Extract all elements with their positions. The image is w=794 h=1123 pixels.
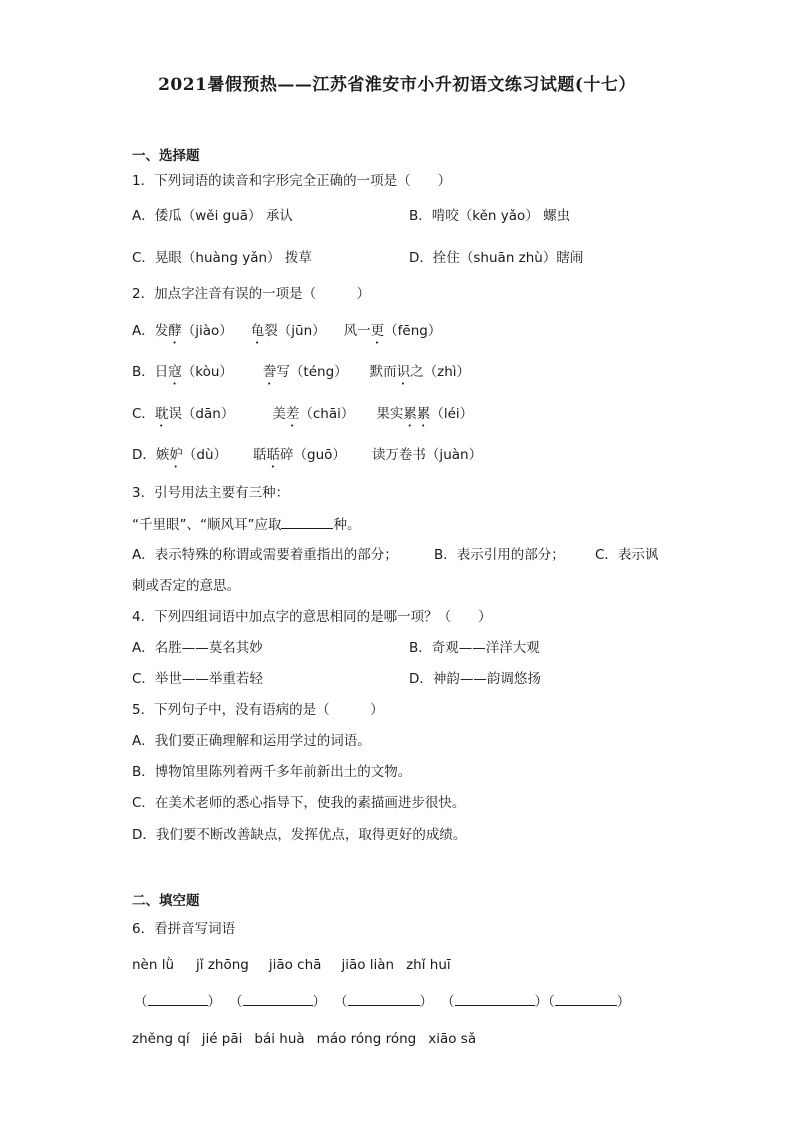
pinyin-word: jiāo chā xyxy=(268,957,322,973)
q5-option-c: C．在美术老师的悉心指导下，使我的素描画进步很快。 xyxy=(132,795,466,811)
q3-fill-line: “千里眼”、“顺风耳”应取 种。 xyxy=(132,514,360,535)
q3-stem: 3．引号用法主要有三种： xyxy=(132,485,290,501)
pinyin-row-2 xyxy=(132,1029,476,1049)
pinyin-word: zhěng qí xyxy=(132,1031,190,1047)
q5-option-b: B．博物馆里陈列着两千多年前新出土的文物。 xyxy=(132,764,412,780)
q3-option-a: A．表示特殊的称谓或需要着重指出的部分； xyxy=(132,547,398,563)
answer-blanks-row-1: （ ） （ ） （ ） （ ）（ ） xyxy=(134,991,630,1012)
pinyin-row-1 xyxy=(132,955,451,975)
dotted-char: 誊 xyxy=(262,364,277,380)
dotted-char: 更 xyxy=(370,323,385,339)
section-heading-choice: 一、选择题 xyxy=(132,148,200,164)
pinyin-word: zhǐ huī xyxy=(406,957,451,973)
answer-blank[interactable] xyxy=(348,991,420,1006)
section-heading-fill: 二、填空题 xyxy=(132,893,200,909)
q2-stem: 2．加点字注音有误的一项是（ ） xyxy=(132,286,371,302)
pinyin-word: jié pāi xyxy=(201,1031,243,1047)
q4-option-b: B．奇观——洋洋大观 xyxy=(409,640,540,656)
pinyin-word: nèn lǜ xyxy=(132,957,175,973)
q3-option-b: B．表示引用的部分； xyxy=(434,547,565,563)
pinyin-word: jiāo liàn xyxy=(341,957,395,973)
dotted-char: 寇 xyxy=(168,364,182,380)
q1-option-c: C．晃眼（huàng yǎn） 拨草 xyxy=(132,250,312,266)
answer-blank[interactable] xyxy=(455,991,535,1006)
q2-option-a: A．发酵（jiào） 龟裂（jūn） 风一更（fēng） xyxy=(132,323,442,339)
q5-option-a: A．我们要正确理解和运用学过的词语。 xyxy=(132,733,371,749)
q2-option-d: D．嫉妒（dù） 聒聒碎（guō） 读万卷书（juàn） xyxy=(132,447,483,463)
pinyin-word: xiāo sǎ xyxy=(428,1031,477,1047)
q5-stem: 5．下列句子中，没有语病的是（ ） xyxy=(132,702,384,718)
q3-option-c: C．表示讽 xyxy=(595,547,659,563)
q1-stem: 1．下列词语的读音和字形完全正确的一项是（ ） xyxy=(132,173,452,189)
pinyin-word: máo róng róng xyxy=(316,1031,417,1047)
dotted-char: 妒 xyxy=(169,447,183,463)
q3-option-c-cont: 刺或否定的意思。 xyxy=(132,578,240,594)
q6-stem: 6．看拼音写词语 xyxy=(132,921,236,937)
q1-option-b: B．啃咬（kěn yǎo） 螺虫 xyxy=(409,208,571,224)
q2-option-b: B．日寇（kòu） 誊写（téng） 默而识之（zhì） xyxy=(132,364,471,380)
q1-option-a: A．倭瓜（wěi guā） 承认 xyxy=(132,208,293,224)
q5-option-d: D．我们要不断改善缺点，发挥优点，取得更好的成绩。 xyxy=(132,827,467,843)
answer-blank[interactable] xyxy=(148,991,208,1006)
dotted-char: 耽 xyxy=(154,406,169,422)
q4-option-d: D．神韵——韵调悠扬 xyxy=(409,671,541,687)
pinyin-word: bái huà xyxy=(254,1031,305,1047)
page-title: 2021暑假预热——江苏省淮安市小升初语文练习试题(十七） xyxy=(158,75,636,95)
q4-stem: 4．下列四组词语中加点字的意思相同的是哪一项？（ ） xyxy=(132,609,492,625)
dotted-char: 识 xyxy=(396,364,411,380)
q4-option-c: C．举世——举重若轻 xyxy=(132,671,263,687)
dotted-char: 差 xyxy=(285,406,300,422)
dotted-char: 龟 xyxy=(250,323,265,339)
q2-option-c: C．耽误（dān） 美差（chāi） 果实累累（léi） xyxy=(132,406,474,422)
q4-option-a: A．名胜——莫名其妙 xyxy=(132,640,263,656)
dotted-char: 聒 xyxy=(266,447,281,463)
dotted-char: 酵 xyxy=(168,323,182,339)
answer-blank[interactable] xyxy=(555,991,617,1006)
answer-blank[interactable] xyxy=(243,991,313,1006)
pinyin-word: jǐ zhōng xyxy=(196,957,249,973)
dotted-char: 累累 xyxy=(403,406,431,422)
answer-blank[interactable] xyxy=(281,514,333,529)
q1-option-d: D．拴住（shuān zhù）瞎闹 xyxy=(409,250,584,266)
